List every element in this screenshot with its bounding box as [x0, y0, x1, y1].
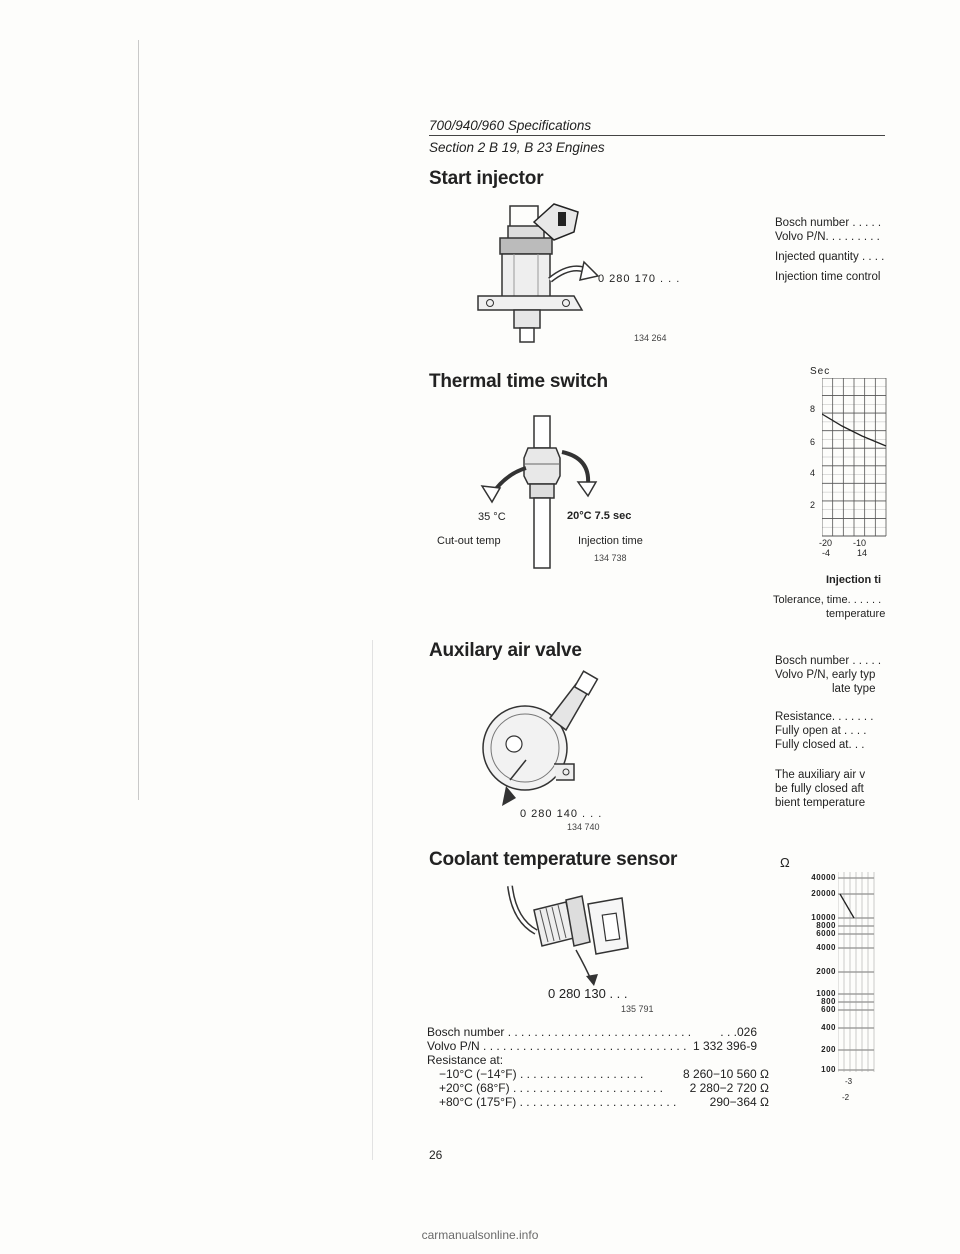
resistance-tick-label: 4000 [816, 943, 836, 952]
start-injector-figure-number: 134 264 [634, 333, 667, 343]
resistance-row-temp: −10°C (−14°F) . . . . . . . . . . . . . . . . . . . [439, 1067, 644, 1081]
resistance-row-value: 2 280−2 720 Ω [689, 1081, 769, 1095]
header-rule [429, 135, 885, 136]
resistance-tick-label: 40000 [811, 873, 836, 882]
resistance-tick-label: 1000 [816, 989, 836, 998]
resistance-curve [840, 894, 854, 918]
document-title: 700/940/960 Specifications [429, 118, 592, 133]
resistance-chart [838, 872, 878, 1082]
aux-valve-note-3: bient temperature [775, 797, 866, 809]
cutout-temperature-value: 35 °C [478, 511, 506, 523]
resistance-row-value: 290−364 Ω [709, 1095, 769, 1109]
aux-valve-part-number: 0 280 140 . . . [520, 808, 603, 820]
injection-x-tick-f-1: -4 [822, 548, 831, 558]
aux-valve-fully-closed: Fully closed at. . . [775, 739, 865, 751]
coolant-sensor-specs [427, 1025, 769, 1109]
volvo-pn-value: 1 332 396-9 [692, 1039, 757, 1053]
resistance-x-fragment-1: -3 [845, 1077, 853, 1086]
aux-valve-spec-1: Bosch number . . . . . [775, 655, 882, 667]
resistance-tick-label: 200 [821, 1045, 836, 1054]
injection-y-tick-8: 8 [810, 404, 816, 414]
injection-y-tick-4: 4 [810, 468, 816, 478]
coolant-sensor-title: Coolant temperature sensor [429, 849, 678, 870]
resistance-tick-label: 400 [821, 1023, 836, 1032]
aux-valve-resistance: Resistance. . . . . . . [775, 711, 874, 723]
coolant-sensor-diagram [500, 880, 660, 988]
resistance-tick-label: 100 [821, 1065, 836, 1074]
resistance-tick-label: 600 [821, 1005, 836, 1014]
injection-y-tick-6: 6 [810, 437, 816, 447]
thermal-switch-figure-number: 134 738 [594, 553, 627, 563]
start-injector-part-number: 0 280 170 . . . [598, 273, 681, 285]
tolerance-temperature: temperature [826, 608, 886, 620]
injection-chart-unit: Sec [810, 366, 831, 377]
bosch-number-value: . . .026 [720, 1025, 757, 1039]
resistance-x-fragment-2: -2 [842, 1093, 850, 1102]
aux-valve-diagram [470, 668, 620, 818]
injection-temperature-value: 20°C 7.5 sec [567, 510, 632, 522]
resistance-row-value: 8 260−10 560 Ω [682, 1067, 769, 1081]
aux-valve-fully-open: Fully open at . . . . [775, 725, 867, 737]
injection-y-tick-2: 2 [810, 500, 816, 510]
watermark-footer: carmanualsonline.info [421, 1228, 539, 1242]
bosch-number-label: Bosch number . . . . . . . . . . . . . . . . . . . . . . . . . . . . [427, 1025, 692, 1039]
resistance-tick-label: 2000 [816, 967, 836, 976]
aux-valve-figure-number: 134 740 [567, 822, 600, 832]
injection-x-tick-c-2: -10 [853, 538, 867, 548]
aux-valve-spec-3: late type [832, 683, 876, 695]
volvo-pn-label: Volvo P/N . . . . . . . . . . . . . . . . . . . . . . . . . . . . . . . [427, 1039, 687, 1053]
injection-time-label: Injection time [578, 535, 643, 547]
aux-valve-title: Auxilary air valve [429, 640, 582, 661]
injection-time-chart [822, 378, 888, 538]
page-divider [372, 640, 373, 1160]
cutout-temp-label: Cut-out temp [437, 535, 501, 547]
resistance-tick-label: 20000 [811, 889, 836, 898]
coolant-sensor-part-number: 0 280 130 . . . [548, 986, 628, 1001]
page-number: 26 [429, 1148, 443, 1162]
resistance-tick-label: 6000 [816, 929, 836, 938]
start-injector-spec-3: Injected quantity . . . . [775, 251, 885, 263]
resistance-tick-label: 10000 [811, 913, 836, 922]
aux-valve-spec-2: Volvo P/N, early typ [775, 669, 876, 681]
aux-valve-note-2: be fully closed aft [775, 783, 864, 795]
start-injector-title: Start injector [429, 168, 544, 189]
resistance-row-temp: +20°C (68°F) . . . . . . . . . . . . . . . . . . . . . . . [439, 1081, 663, 1095]
resistance-at-label: Resistance at: [427, 1053, 504, 1067]
page-spine-shadow [138, 40, 139, 800]
thermal-switch-title: Thermal time switch [429, 371, 608, 392]
thermal-switch-diagram [470, 412, 630, 572]
injection-chart-caption: Injection ti [826, 574, 881, 586]
injection-x-tick-f-2: 14 [857, 548, 868, 558]
aux-valve-note-1: The auxiliary air v [775, 769, 866, 781]
start-injector-spec-1: Bosch number . . . . . [775, 217, 882, 229]
resistance-chart-unit: Ω [780, 855, 790, 870]
resistance-tick-label: 800 [821, 997, 836, 1006]
resistance-tick-label: 8000 [816, 921, 836, 930]
document-subtitle: Section 2 B 19, B 23 Engines [429, 140, 605, 155]
start-injector-spec-4: Injection time control [775, 271, 881, 283]
coolant-sensor-figure-number: 135 791 [621, 1004, 654, 1014]
tolerance-time: Tolerance, time. . . . . . [773, 594, 882, 606]
start-injector-spec-2: Volvo P/N. . . . . . . . . [775, 231, 880, 243]
resistance-row-temp: +80°C (175°F) . . . . . . . . . . . . . . . . . . . . . . . . [439, 1095, 677, 1109]
injection-x-tick-c-1: -20 [819, 538, 833, 548]
